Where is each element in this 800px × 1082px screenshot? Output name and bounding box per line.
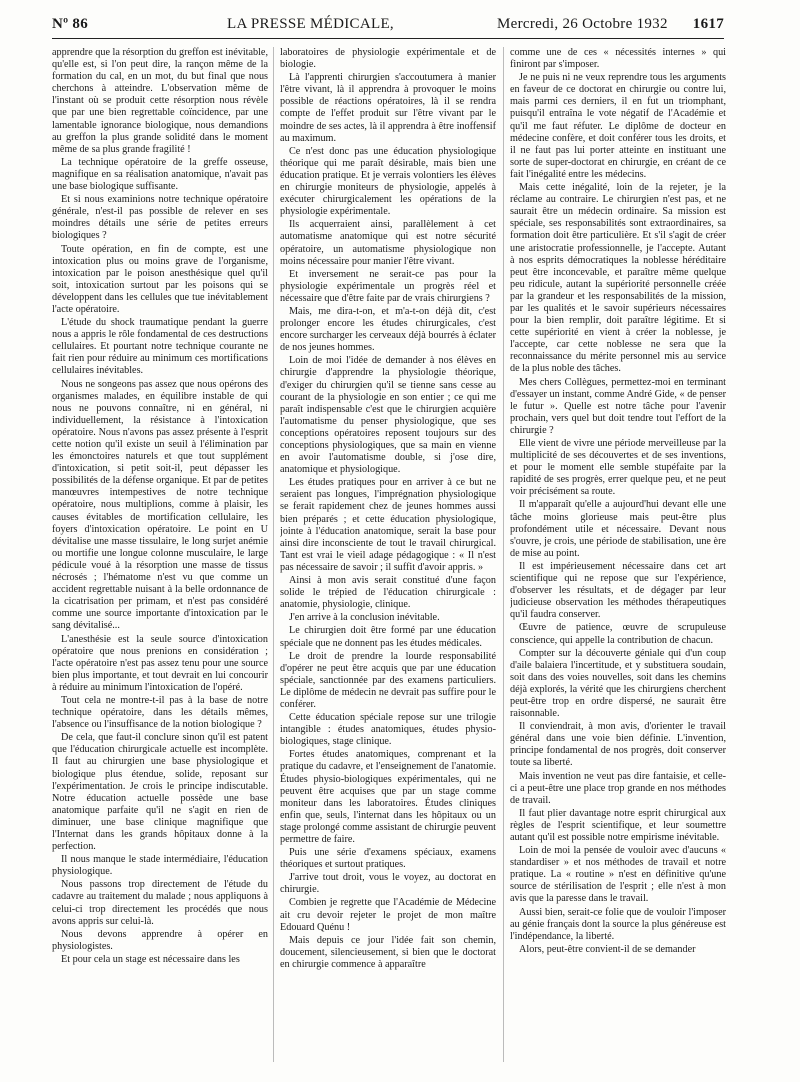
text-column-2 [280,47,496,1072]
paragraph: Il est impérieusement nécessaire dans cet art scientifique qui ne repose que sur l'expérience, d'observer les résultats, et de dégager par leur judicieuse observation les méthodes thérapeutiques qu'il faudra conserver. [510,560,726,621]
paragraph: Mais invention ne veut pas dire fantaisie, et celle-ci a peut-être une place trop grande en nos méthodes de travail. [510,770,726,806]
column-divider [503,47,504,1062]
page-number: 1617 [692,16,724,32]
paragraph: Loin de moi la pensée de vouloir avec d'aucuns « standardiser » et nos méthodes de travail et notre pratique. La « routine » n'est en définitive qu'une source de stérilisation de l'esprit ; elle n'est à mon avis que la paresse dans le travail. [510,845,726,905]
paragraph: laboratoires de physiologie expérimentale et de biologie. [280,47,496,71]
paragraph: Le chirurgien doit être formé par une éducation spéciale que ne donnent pas les études médicales. [280,625,496,649]
paragraph: Nous passons trop directement de l'étude du cadavre au traitement du malade ; nous appliquons à celui-ci trop directement les procédés que nous avons appris sur celui-là. [52,879,268,927]
text-column-3 [510,47,726,1072]
paragraph: Œuvre de patience, œuvre de scrupuleuse conscience, qui appelle la contribution de chacun. [510,622,726,646]
paragraph: Aussi bien, serait-ce folie que de vouloir l'imposer au génie français dont la source la plus généreuse est l'indépendance, la liberté. [510,906,726,942]
paragraph: J'arrive tout droit, vous le voyez, au doctorat en chirurgie. [280,872,496,896]
paragraph: Tout cela ne montre-t-il pas à la base de notre technique opératoire, dans les détails mêmes, l'absence ou l'insuffisance de la notion biologique ? [52,694,268,731]
paragraph: Ainsi à mon avis serait constitué d'une façon solide le trépied de l'éducation chirurgicale : anatomie, physiologie, clinique. [280,575,496,611]
column-divider [273,47,274,1062]
paragraph: Nous devons apprendre à opérer en physiologistes. [52,928,268,952]
paragraph: Puis une série d'examens spéciaux, examens théoriques et surtout pratiques. [280,847,496,871]
paragraph: Combien je regrette que l'Académie de Médecine ait cru devoir rejeter le projet de mon maître Edouard Quénu ! [280,897,496,933]
paragraph: J'en arrive à la conclusion inévitable. [289,612,440,624]
paragraph: Ils acquerraient ainsi, parallèlement à cet automatisme anatomique qui est notre sécurité opératoire, un automatisme physiologique non moins nécessaire pour manier l'être vivant. [280,219,496,267]
paragraph: Il faut plier davantage notre esprit chirurgical aux règles de l'esprit scientifique, et leur soumettre autant qu'il est possible notre empirisme inévitable. [510,807,726,843]
paragraph: Ce n'est donc pas une éducation physiologique théorique qui me paraît désirable, mais bien une éducation pratique. Et je verrais volontiers les élèves en chirurgie moniteurs de physiologie, appelés à exécuter chirurgicalement les opérations de la physiologie expérimentale. [280,145,496,218]
paragraph: De cela, que faut-il conclure sinon qu'il est patent que l'éducation chirurgicale actuelle est incomplète. Il faut au chirurgien une base physiologique et biologique plus étendue, solide, reposant sur l'expérimentation. Je crois le principe indiscutable. Notre éducation actuelle possède une base anatomique parfaite qu'il ne s'agit en rien de diminuer, une base clinique magnifique que l'Internat dans les grands hôpitaux donne à la perfection. [52,732,268,853]
paragraph: Elle vient de vivre une période merveilleuse par la multiplicité de ses découvertes et de ses inventions, et pour le moment elle semble stupéfaite par la rapidité de ses progrès, errer quelque peu, et ne peut voir précisément sa route. [510,438,726,498]
paragraph: Et inversement ne serait-ce pas pour la physiologie expérimentale un progrès réel et nécessaire que d'être faite par de vrais chirurgiens ? [280,268,496,304]
paragraph: Je ne puis ni ne veux reprendre tous les arguments en faveur de ce doctorat en chirurgie ou contre lui, mais parmi ces derniers, il en fut un triomphant, puisqu'il entraîna le vote négatif de l'Académie et qu'il me faut réfuter. Le diplôme de docteur en médecine confère, et doit conférer tous les droits, et il ne faut pas lui porter atteinte en instituant une sorte de super-doctorat en chirurgie, en créant de ce fait l'inégalité entre les médecins. [510,72,726,180]
paragraph: Et pour cela un stage est nécessaire dans les [61,953,240,965]
paragraph: Compter sur la découverte géniale qui d'un coup d'aile balaiera l'incertitude, et y substituera soudain, soit dans des voies nouvelles, soit dans les chemins déjà explorés, la vérité que les chirurgiens cherchent peut-être trop en ordre dispersé, ne saurait être raisonnable. [510,647,726,720]
text-column-1 [52,47,268,1072]
paragraph: Loin de moi l'idée de demander à nos élèves en chirurgie d'apprendre la physiologie théorique, d'exiger du chirurgien qu'il se tienne sans cesse au courant de la physiologie en son entier ; ce qui me paraît indispensable c'est que le chirurgien acquière l'automatisme du penser physiologique, que ses conceptions opératoires reposent toujours sur des conceptions physiologiques, que sa main en vienne en avoir l'automatisme double, si j'ose dire, anatomique et physiologique. [280,355,496,476]
paragraph: apprendre que la résorption du greffon est inévitable, qu'elle est, si l'on peut dire, la rançon même de la formation du cal, en un mot, du but final que nous cherchons à atteindre. L'observation même de l'instant où se produit cette résorption nous révèle que par une bien regrettable coïncidence, par une lamentable ignorance biologique, nous demandions au greffon la plus grande solidité dans le moment même de sa plus grande fragilité ! [52,47,268,155]
paragraph: Mes chers Collègues, permettez-moi en terminant d'essayer un instant, comme André Gide, « de penser le futur ». Quelle est notre tâche pour l'avenir prochain, vers quel but doit tendre tout l'effort de la chirurgie ? [510,376,726,436]
paragraph: Mais cette inégalité, loin de la rejeter, je la réclame au contraire. Le chirurgien n'est pas, et ne saurait être un médecin ordinaire. Sa mission est spéciale, ses responsabilités sont extraordinaires, sa formation doit être particulière. Et s'il s'agit de créer une aristocratie professionnelle, je l'accepte. Autant à nos esprits démocratiques la noblesse héréditaire peut être inconcevable, et paraître même quelque peu ridicule, autant la supériorité personnelle créée par la grandeur et les responsabilités de la mission, par les qualités et le savoir supérieurs nécessaires pour la bien remplir, doit paraître légitime. Et si cette supériorité en vient à créer la noblesse, je l'accepte, car cette noblesse ne sera que la reconnaissance du mérite personnel mis au service de la plus noble des tâches. [510,182,726,375]
paragraph: Mais, me dira-t-on, et m'a-t-on déjà dit, c'est prolonger encore les études chirurgicales, c'est encore surcharger les cerveaux déjà bourrés à éclater de nos jeunes hommes. [280,305,496,354]
journal-title: LA PRESSE MÉDICALE, [227,16,394,32]
paragraph: Et si nous examinions notre technique opératoire générale, n'est-il pas possible de relever en ses moindres détails une série de petites erreurs biologiques ? [52,194,268,242]
paragraph: Les études pratiques pour en arriver à ce but ne seraient pas longues, l'imprégnation physiologique se ferait rapidement chez de jeunes hommes aussi bien préparés ; et cette éducation physiologique, jointe à l'éducation anatomique, serait la base pour ainsi dire inconsciente de tout le travail chirurgical. Tant est vrai le vieil adage pédagogique : « Il n'est pas nécessaire de savoir ; il suffit d'avoir appris. » [280,477,496,573]
paragraph: Fortes études anatomiques, comprenant et la pratique du cadavre, et l'enseignement de l'anatomie. Études physio-biologiques expérimentales, qui ne peuvent être acquises que par un stage comme moniteur dans les laboratoires. Études cliniques enfin que, seuls, l'internat dans les hôpitaux ou un stage prolongé comme assistant de chirurgie peuvent permettre de faire. [280,749,496,845]
paragraph: L'anesthésie est la seule source d'intoxication opératoire que nous prenions en considération ; l'acte opératoire n'est pas assez tenu pour une source bien plus importante, et tout devrait en lui concourir à réduire au minimum l'intoxication de l'opéré. [52,633,268,693]
paragraph: Mais depuis ce jour l'idée fait son chemin, doucement, silencieusement, si bien que le doctorat en chirurgie commence à apparaître [280,934,496,970]
running-header [52,16,724,39]
paragraph: L'étude du shock traumatique pendant la guerre nous a appris le rôle fondamental de ces destructions cellulaires. Et pourtant notre technique courante ne fait rien pour réduire au minimum ces mortifications cellulaires inévitables. [52,317,268,377]
paragraph: Là l'apprenti chirurgien s'accoutumera à manier l'être vivant, là il apprendra à provoquer le moins possible de réactions opératoires, là il se rendra compte de l'effet produit sur l'être vivant par le moindre de ses actes, là il apprendra à être inoffensif au maximum. [280,72,496,144]
paragraph: Il conviendrait, à mon avis, d'orienter le travail général dans une voie bien définie. L'invention, principe fondamental de nos progrès, doit conserver toute sa liberté. [510,721,726,769]
paragraph: Le droit de prendre la lourde responsabilité d'opérer ne peut être acquis que par une éducation spéciale, sanctionnée par des examens particuliers. Le diplôme de médecin ne devrait pas suffire pour le conférer. [280,650,496,710]
paragraph: Toute opération, en fin de compte, est une intoxication plus ou moins grave de l'organisme, intoxication par le poison anesthésique quel qu'il soit, intoxication surtout par les poisons qui se développent dans les cellules que tue inévitablement l'acte opératoire. [52,243,268,315]
paragraph: Il m'apparaît qu'elle a aujourd'hui devant elle une tâche moins glorieuse mais peut-être plus profondément utile et nécessaire. Devant nous s'ouvre, je crois, une période de stabilisation, une ère de mise au point. [510,499,726,559]
issue-number: Nº 86 [52,16,89,32]
issue-date: Mercredi, 26 Octobre 1932 [497,16,668,32]
paragraph: comme une de ces « nécessités internes » qui finiront par s'imposer. [510,47,726,71]
paragraph: Cette éducation spéciale repose sur une trilogie intangible : études anatomiques, études physio-biologiques, stage clinique. [280,712,496,748]
paragraph: Nous ne songeons pas assez que nous opérons des organismes malades, en équilibre instable de qui nous ne pouvons connaître, ni en général, ni individuellement, la résistance à l'intoxication opératoire. Nous n'avons pas assez présente à l'esprit cette notion qu'il existe un seuil à l'élimination par les émonctoires naturels et que tout supplément d'intoxication, si petit soit-il, peut dépasser les possibilités de la défense organique. Et par de petites manœuvres intempestives de notre technique opératoire, nous multiplions, comme à plaisir, les causes évitables de mortification cellulaire, les foyers d'intoxication opératoire. Le point en U dévitalise une masse tissulaire, le long surjet anémie ou mortifie une longue colonne musculaire, le large pédicule voué à la résorption une masse de tissus nécrosés ; l'hématome n'est vu que comme un accident regrettable nuisant à la belle ordonnance de la cicatrisation per primam, et n'est pas considéré comme une source importante d'intoxication par le sang dévitalisé... [52,378,268,632]
paragraph: Il nous manque le stade intermédiaire, l'éducation physiologique. [52,854,268,878]
paragraph: La technique opératoire de la greffe osseuse, magnifique en sa réalisation anatomique, n'avait pas une base biologique suffisante. [52,156,268,193]
paragraph: Alors, peut-être convient-il de se demander [519,943,696,955]
